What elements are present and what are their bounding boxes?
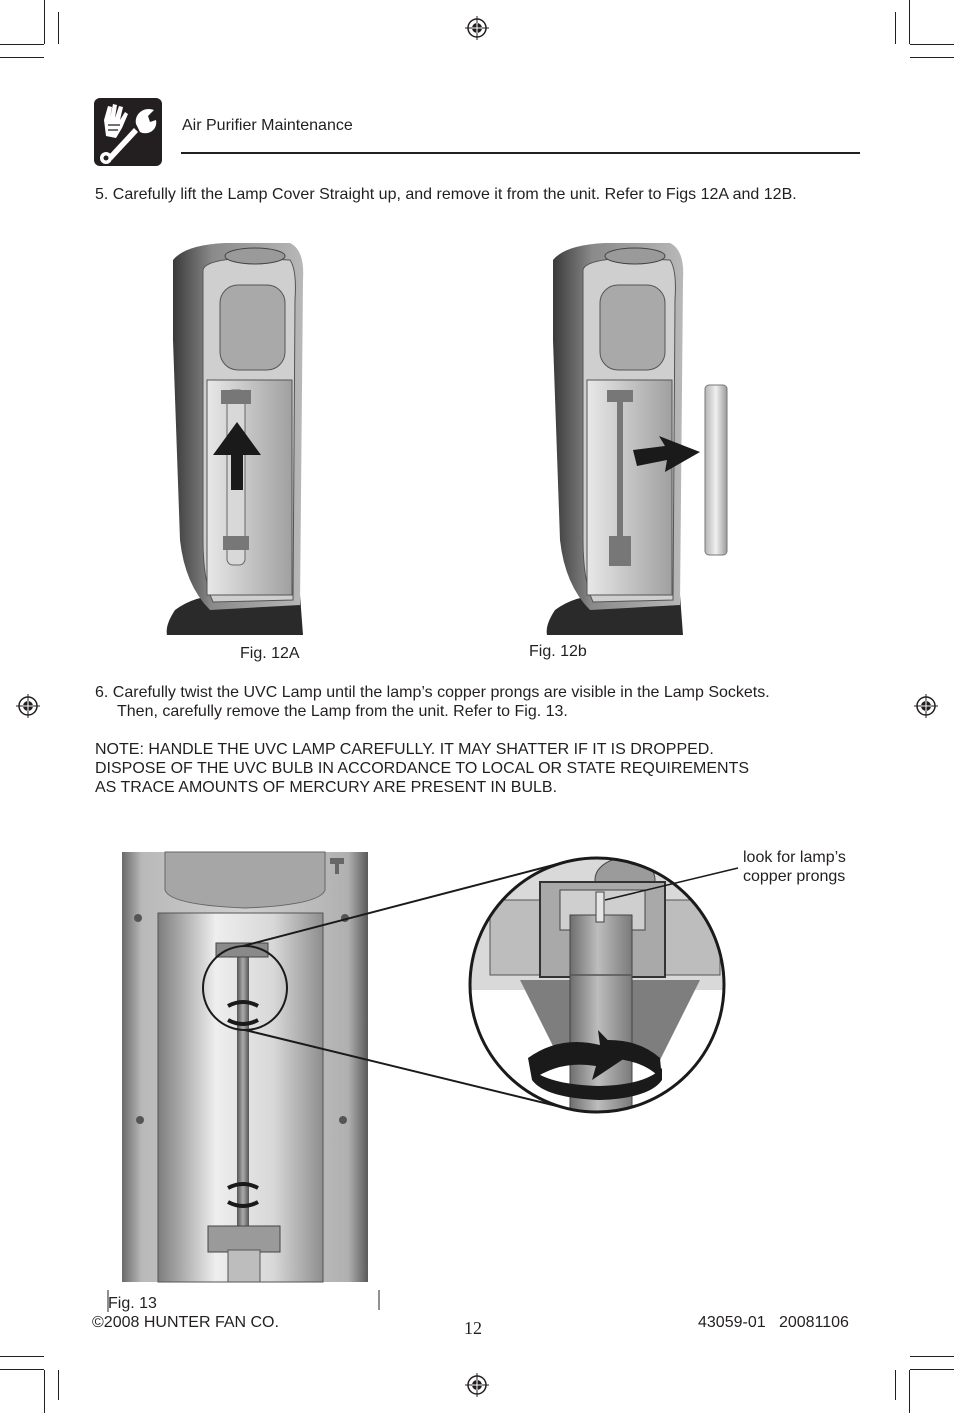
section-title: Air Purifier Maintenance [182,117,353,134]
figure-12a-caption: Fig. 12A [240,645,300,662]
figure-13-caption: Fig. 13 [108,1295,157,1312]
note-line-2: DISPOSE OF THE UVC BULB IN ACCORDANCE TO LOCAL OR STATE REQUIREMENTS [95,760,750,777]
note-line-1: NOTE: HANDLE THE UVC LAMP CAREFULLY. IT MAY SHATTER IF IT IS DROPPED. [95,741,714,758]
page-number: 12 [464,1318,482,1338]
note-line-3: AS TRACE AMOUNTS OF MERCURY ARE PRESENT IN BULB. [95,779,558,796]
copper-prongs-callout [743,848,846,886]
step-6-line-2: Then, carefully remove the Lamp from the unit. Refer to Fig. 13. [117,703,568,720]
copyright-text: ©2008 HUNTER FAN CO. [92,1314,279,1331]
document-code: 43059-01 20081106 [698,1314,849,1331]
figure-12b-caption: Fig. 12b [529,643,587,660]
step-6-line-1: 6. Carefully twist the UVC Lamp until the lamp’s copper prongs are visible in the Lamp Sockets. [95,684,770,701]
callout-line-1: look for lamp’s [743,849,846,866]
step-5-text: 5. Carefully lift the Lamp Cover Straight up, and remove it from the unit. Refer to Figs 12A and 12B. [95,186,797,203]
callout-line-2: copper prongs [743,868,846,885]
